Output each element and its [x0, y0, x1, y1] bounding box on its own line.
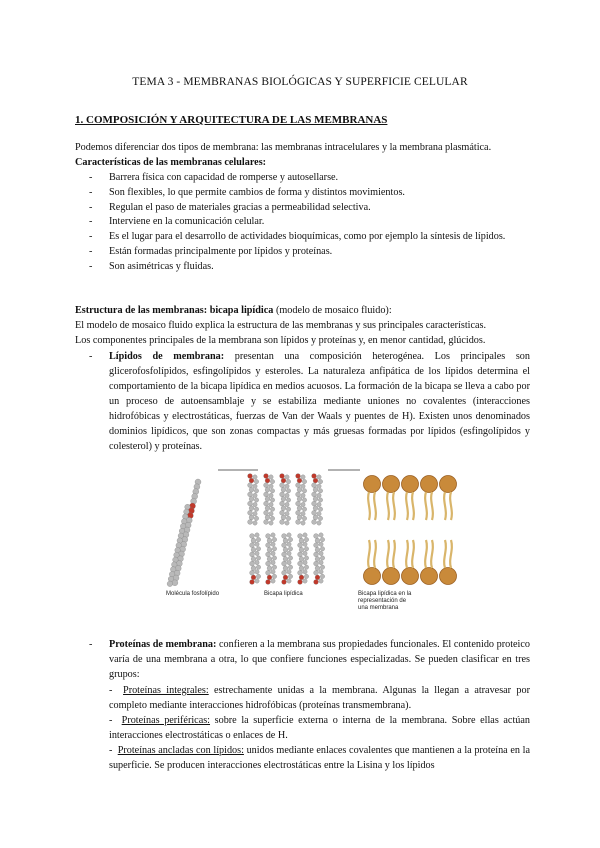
atom: [270, 479, 274, 483]
proteins-text: confieren a la membrana sus propiedades funcionales. El contenido proteico varía de una membrana a otra, lo que confiere funciones especializadas. Se pueden clasificar en tres grupos:: [109, 639, 530, 680]
atom: [255, 533, 259, 537]
atom: [253, 484, 257, 488]
atom: [304, 574, 308, 578]
atom: [251, 566, 256, 571]
atom: [269, 493, 273, 497]
atom: [269, 484, 273, 488]
atom: [317, 493, 321, 497]
atom: [302, 479, 306, 483]
atom: [255, 542, 259, 546]
bilayer-molecules-image: [248, 474, 325, 585]
atom: [297, 487, 302, 492]
lipid-head: [364, 568, 381, 585]
atom: [251, 538, 256, 543]
atom: [286, 507, 290, 511]
lipid-tail: [393, 540, 395, 568]
atom: [250, 570, 255, 575]
lipid-tail: [387, 540, 389, 568]
atom: [281, 506, 286, 511]
atom: [251, 557, 256, 562]
atom: [287, 560, 291, 564]
atom: [251, 547, 256, 552]
atom: [280, 474, 285, 479]
lipids-text: presentan una composición heterogénea. Los principales son glicerofosfolípidos, esfingolípidos y esteroles. La naturaleza anfipática de los lípidos determina el comportamiento de la bicapa lipídica en medios acuosos. La formación de la bicapa se lleva a cabo por un proceso de autoensamblaje y se estabiliza mediante uniones no covalentes (interacciones hidrofóbicas y electrostáticas, fuerzas de Van der Waals y puentes de H). Existen unos denominados dominios lipídicos, que son zonas compactas y más gruesas formadas por lípidos (esfingolípidos y colesterol) y proteínas.: [109, 351, 530, 452]
atom: [269, 475, 273, 479]
atom: [267, 557, 272, 562]
atom: [283, 575, 288, 580]
atom: [254, 489, 258, 493]
lipid-tail: [368, 492, 370, 520]
structure-heading-tail: (modelo de mosaico fluido):: [273, 305, 392, 316]
atom: [287, 542, 291, 546]
atom: [250, 543, 255, 548]
intro-paragraph: Podemos diferenciar dos tipos de membrana: las membranas intracelulares y la membrana plasmática.: [75, 142, 492, 153]
atom: [285, 512, 289, 516]
atom: [248, 483, 253, 488]
atom: [319, 533, 323, 537]
atom: [296, 492, 301, 497]
atom: [318, 479, 322, 483]
protein-type-name: Proteínas periféricas:: [121, 715, 211, 726]
atom: [288, 537, 292, 541]
atom: [267, 575, 272, 580]
atom: [318, 489, 322, 493]
atom: [280, 520, 285, 525]
lipid-tail: [374, 540, 376, 568]
atom: [250, 580, 255, 585]
atom: [285, 521, 289, 525]
atom: [255, 579, 259, 583]
atom: [253, 493, 257, 497]
atom: [287, 551, 291, 555]
atom: [301, 502, 305, 506]
atom: [248, 520, 253, 525]
structure-paragraph-2: Los componentes principales de la membrana son lípidos y proteínas y, en menor cantidad, glúcidos.: [75, 335, 486, 346]
atom: [287, 533, 291, 537]
atom: [288, 574, 292, 578]
characteristics-list: [75, 171, 530, 275]
atom: [167, 581, 173, 587]
atom: [265, 515, 270, 520]
atom: [286, 498, 290, 502]
atom: [313, 497, 318, 502]
atom: [270, 498, 274, 502]
atom: [315, 538, 320, 543]
atom: [271, 542, 275, 546]
lipid-tail: [450, 540, 452, 568]
atom: [264, 474, 269, 479]
structure-paragraph-1: El modelo de mosaico fluido explica la estructura de las membranas y sus principales características.: [75, 320, 487, 331]
atom: [320, 565, 324, 569]
list-item: - Están formadas principalmente por lípidos y proteínas.: [75, 245, 530, 260]
atom: [266, 552, 271, 557]
atom: [286, 479, 290, 483]
section-heading: 1. COMPOSICIÓN Y ARQUITECTURA DE LAS MEMBRANAS: [75, 114, 388, 126]
lipid-head: [421, 568, 438, 585]
list-item: - Regulan el paso de materiales gracias a permeabilidad selectiva.: [75, 201, 530, 216]
atom: [271, 579, 275, 583]
list-item: - Son flexibles, lo que permite cambios de forma y distintos movimientos.: [75, 186, 530, 201]
lipid-head: [383, 476, 400, 493]
atom: [282, 534, 287, 539]
atom: [303, 570, 307, 574]
atom: [269, 512, 273, 516]
atom: [314, 561, 319, 566]
atom: [280, 501, 285, 506]
lipid-head: [402, 476, 419, 493]
atom: [248, 510, 253, 515]
atom: [301, 484, 305, 488]
atom: [272, 547, 276, 551]
atom: [314, 552, 319, 557]
atom: [317, 484, 321, 488]
atom: [314, 534, 319, 539]
atom: [298, 561, 303, 566]
protein-type-peripheral: - Proteínas periféricas: sobre la superficie externa o interna de la membrana. Sobre ellas actúan interacciones electrostáticas o enlaces de H.: [109, 715, 530, 741]
atom: [282, 570, 287, 575]
atom: [297, 478, 302, 483]
atom: [314, 580, 319, 585]
lipid-tail: [412, 492, 414, 520]
lipid-head: [440, 568, 457, 585]
atom: [298, 552, 303, 557]
list-item: - Barrera física con capacidad de romperse y autosellarse.: [75, 171, 530, 186]
atom: [314, 570, 319, 575]
atom: [297, 515, 302, 520]
atom: [255, 551, 259, 555]
atom: [272, 556, 276, 560]
atom: [282, 543, 287, 548]
atom: [267, 538, 272, 543]
atom: [298, 543, 303, 548]
atom: [265, 497, 270, 502]
atom: [299, 538, 304, 543]
caption-membrane-1: Bicapa lipídica en la: [358, 591, 412, 597]
atom: [298, 580, 303, 585]
atom: [280, 510, 285, 515]
atom: [303, 542, 307, 546]
atom: [270, 516, 274, 520]
atom: [320, 556, 324, 560]
atom: [312, 510, 317, 515]
atom: [286, 489, 290, 493]
atom: [267, 547, 272, 552]
atom: [248, 474, 253, 479]
atom: [302, 507, 306, 511]
proteins-item: - Proteínas de membrana: confieren a la membrana sus propiedades funcionales. El contenido proteico varía de una membrana a otra, lo que confiere funciones especializadas. Se pueden clasificar en tres grupos:: [89, 639, 530, 680]
atom: [317, 475, 321, 479]
atom: [254, 498, 258, 502]
atom: [280, 492, 285, 497]
lipid-tail: [393, 492, 395, 520]
lipids-label: Lípidos de membrana:: [109, 351, 225, 362]
atom: [281, 497, 286, 502]
atom: [271, 533, 275, 537]
atom: [271, 560, 275, 564]
atom: [254, 479, 258, 483]
protein-type-text: estrechamente unidas a la membrana. Algunas la llegan a atravesar por completo mediante interacciones hidrofóbicas (proteínas transmembrana).: [109, 685, 530, 711]
caption-membrane-3: una membrana: [358, 605, 399, 611]
atom: [302, 498, 306, 502]
lipid-tail: [406, 540, 408, 568]
atom: [269, 502, 273, 506]
atom: [313, 478, 318, 483]
atom: [317, 521, 321, 525]
atom: [286, 516, 290, 520]
atom: [264, 501, 269, 506]
proteins-label: Proteínas de membrana:: [109, 639, 217, 650]
atom: [288, 547, 292, 551]
atom: [254, 516, 258, 520]
atom: [251, 575, 256, 580]
atom: [250, 561, 255, 566]
schematic-membrane-image: [364, 476, 457, 585]
atom: [272, 565, 276, 569]
atom: [270, 489, 274, 493]
lipid-head: [440, 476, 457, 493]
atom: [253, 475, 257, 479]
atom: [249, 515, 254, 520]
atom: [267, 566, 272, 571]
atom: [296, 501, 301, 506]
atom: [313, 506, 318, 511]
atom: [317, 502, 321, 506]
atom: [320, 574, 324, 578]
atom: [313, 515, 318, 520]
protein-type-name: Proteínas integrales:: [123, 685, 209, 696]
atom: [270, 507, 274, 511]
atom: [266, 543, 271, 548]
atom: [302, 489, 306, 493]
atom: [298, 570, 303, 575]
atom: [288, 565, 292, 569]
atom: [265, 478, 270, 483]
atom: [313, 487, 318, 492]
list-item: - Interviene en la comunicación celular.: [75, 215, 530, 230]
atom: [256, 565, 260, 569]
protein-type-text: sobre la superficie externa o interna de la membrana. Sobre ellas actúan interacciones electrostáticas o enlaces de H.: [109, 715, 530, 741]
atom: [249, 478, 254, 483]
lipid-tail: [387, 492, 389, 520]
atom: [253, 512, 257, 516]
list-item: - Es el lugar para el desarrollo de actividades bioquímicas, como por ejemplo la síntesis de lípidos.: [75, 230, 530, 245]
atom: [296, 520, 301, 525]
atom: [318, 498, 322, 502]
atom: [271, 570, 275, 574]
atom: [298, 534, 303, 539]
atom: [315, 557, 320, 562]
atom: [282, 561, 287, 566]
atom: [283, 538, 288, 543]
atom: [287, 579, 291, 583]
protein-type-anchored: - Proteínas ancladas con lípidos: unidos mediante enlaces covalentes que mantienen a la proteína en la superficie. Se producen interacciones electrostáticas entre la Lisina y los lípidos: [109, 745, 530, 771]
atom: [304, 537, 308, 541]
atom: [299, 575, 304, 580]
atom: [248, 501, 253, 506]
protein-type-name: Proteínas ancladas con lípidos:: [117, 745, 244, 756]
atom: [301, 512, 305, 516]
atom: [312, 492, 317, 497]
characteristics-heading: Características de las membranas celulares:: [75, 157, 267, 168]
atom: [312, 483, 317, 488]
atom: [253, 521, 257, 525]
atom: [281, 515, 286, 520]
atom: [272, 537, 276, 541]
atom: [249, 497, 254, 502]
atom: [312, 501, 317, 506]
atom: [299, 557, 304, 562]
atom: [296, 510, 301, 515]
atom: [315, 575, 320, 580]
atom: [317, 512, 321, 516]
atom: [249, 506, 254, 511]
atom: [271, 551, 275, 555]
atom: [314, 543, 319, 548]
atom: [250, 534, 255, 539]
caption-bilayer: Bicapa lipídica: [264, 591, 303, 597]
lipid-tail: [444, 492, 446, 520]
atom: [285, 484, 289, 488]
atom: [272, 574, 276, 578]
lipid-bilayer-figure: [160, 464, 460, 624]
structure-heading: Estructura de las membranas: bicapa lipídica: [75, 305, 274, 316]
lipid-tail: [444, 540, 446, 568]
atom: [287, 570, 291, 574]
lipid-tail: [406, 492, 408, 520]
lipid-tail: [368, 540, 370, 568]
atom: [303, 533, 307, 537]
atom: [315, 547, 320, 552]
caption-membrane-2: representación de: [358, 598, 407, 604]
atom: [172, 580, 178, 586]
atom: [304, 565, 308, 569]
lipid-tail: [450, 492, 452, 520]
atom: [282, 580, 287, 585]
atom: [250, 552, 255, 557]
atom: [266, 561, 271, 566]
atom: [264, 492, 269, 497]
atom: [264, 483, 269, 488]
atom: [303, 560, 307, 564]
atom: [255, 560, 259, 564]
atom: [282, 552, 287, 557]
atom: [319, 579, 323, 583]
atom: [265, 506, 270, 511]
atom: [249, 487, 254, 492]
atom: [297, 506, 302, 511]
atom: [302, 516, 306, 520]
atom: [288, 556, 292, 560]
structure-heading-line: [75, 304, 530, 319]
atom: [255, 570, 259, 574]
atom: [303, 579, 307, 583]
atom: [319, 570, 323, 574]
lipid-head: [402, 568, 419, 585]
lipids-item: - Lípidos de membrana: presentan una composición heterogénea. Los principales son glicerofosfolípidos, esfingolípidos y esteroles. La naturaleza anfipática de los lípidos determina el comportamiento de la bicapa lipídica en medios acuosos. La formación de la bicapa se lleva a cabo por un proceso de autoensamblaje y se estabiliza mediante uniones no covalentes (interacciones hidrofóbicas y electrostáticas, fuerzas de Van der Waals y puentes de H). Existen unos denominados dominios lipídicos, que son zonas compactas y más gruesas formadas por lípidos (esfingolípidos y colesterol) y proteínas.: [89, 351, 530, 452]
lipid-tail: [412, 540, 414, 568]
atom: [312, 520, 317, 525]
atom: [304, 556, 308, 560]
atom: [319, 560, 323, 564]
caption-phospholipid: Molécula fosfolípido: [166, 591, 220, 597]
list-item: - Son asimétricas y fluidas.: [75, 260, 530, 275]
atom: [248, 492, 253, 497]
atom: [253, 502, 257, 506]
atom: [285, 493, 289, 497]
lipid-head: [383, 568, 400, 585]
atom: [296, 483, 301, 488]
atom: [285, 475, 289, 479]
protein-type-integral: - Proteínas integrales: estrechamente unidas a la membrana. Algunas la llegan a atravesar por completo mediante interacciones hidrofóbicas (proteínas transmembrana).: [109, 685, 530, 711]
atom: [301, 475, 305, 479]
lipid-head: [364, 476, 381, 493]
atom: [318, 507, 322, 511]
atom: [301, 521, 305, 525]
atom: [281, 478, 286, 483]
lipid-tail: [425, 540, 427, 568]
lipid-head: [421, 476, 438, 493]
atom: [303, 551, 307, 555]
atom: [266, 570, 271, 575]
atom: [266, 580, 271, 585]
atom: [269, 521, 273, 525]
atom: [254, 507, 258, 511]
atom: [266, 534, 271, 539]
atom: [297, 497, 302, 502]
atom: [319, 551, 323, 555]
atom: [285, 502, 289, 506]
atom: [256, 574, 260, 578]
page-title: TEMA 3 - MEMBRANAS BIOLÓGICAS Y SUPERFICIE CELULAR: [132, 76, 468, 88]
atom: [264, 520, 269, 525]
phospholipid-molecule-image: [167, 479, 201, 587]
atom: [264, 510, 269, 515]
lipid-tail: [431, 540, 433, 568]
atom: [256, 537, 260, 541]
atom: [312, 474, 317, 479]
atom: [256, 547, 260, 551]
atom: [296, 474, 301, 479]
lipid-tail: [374, 492, 376, 520]
atom: [304, 547, 308, 551]
atom: [320, 547, 324, 551]
atom: [320, 537, 324, 541]
protein-type-text: unidos mediante enlaces covalentes que mantienen a la proteína en la superficie. Se producen interacciones electrostáticas entre la Lisina y los lípidos: [109, 745, 530, 771]
atom: [301, 493, 305, 497]
atom: [318, 516, 322, 520]
lipid-tail: [425, 492, 427, 520]
atom: [265, 487, 270, 492]
lipid-tail: [431, 492, 433, 520]
atom: [283, 566, 288, 571]
atom: [281, 487, 286, 492]
atom: [283, 557, 288, 562]
atom: [283, 547, 288, 552]
atom: [299, 566, 304, 571]
atom: [299, 547, 304, 552]
atom: [256, 556, 260, 560]
atom: [315, 566, 320, 571]
atom: [319, 542, 323, 546]
atom: [280, 483, 285, 488]
